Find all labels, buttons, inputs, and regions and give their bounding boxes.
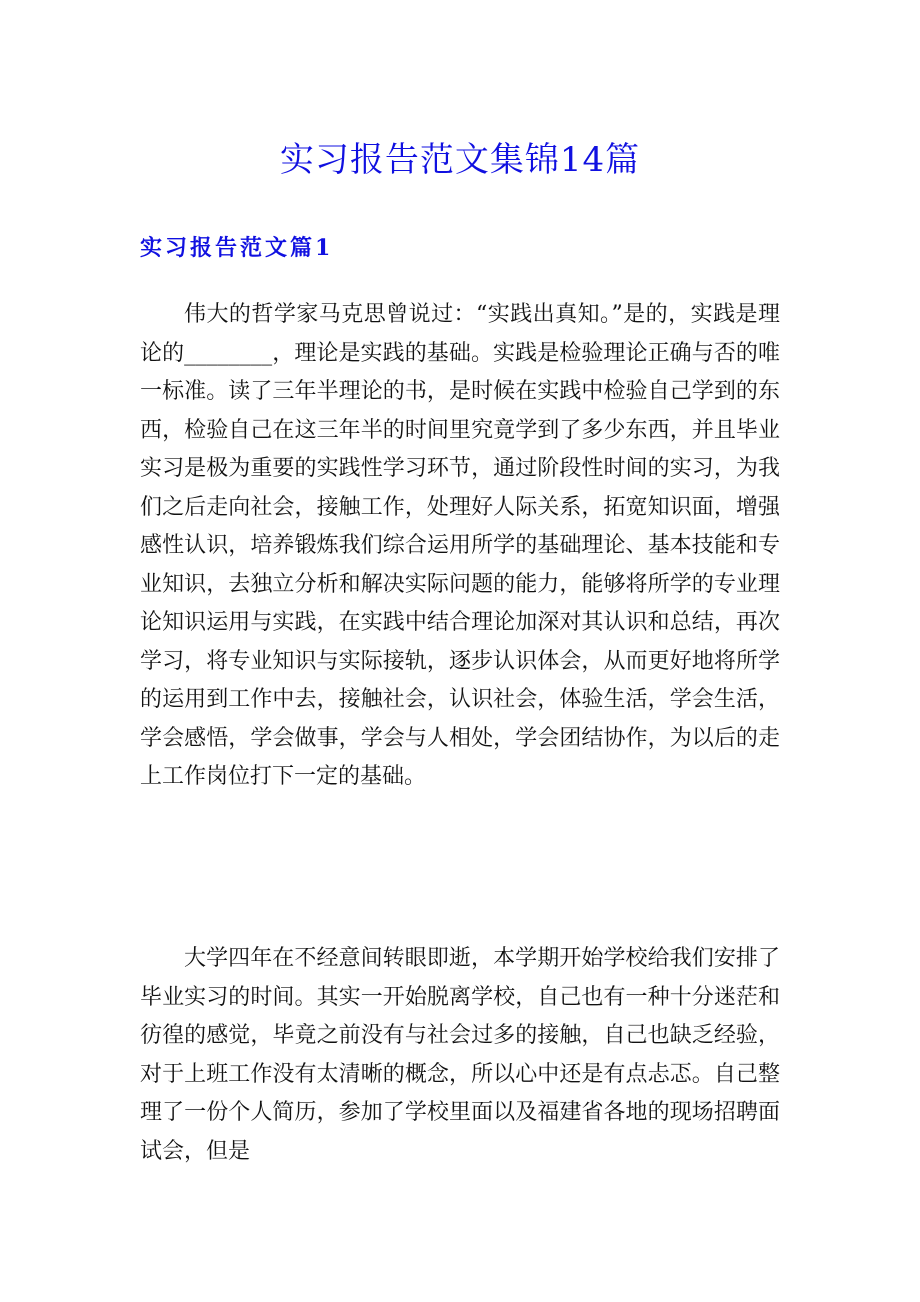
- body-paragraph: 伟大的哲学家马克思曾说过：“实践出真知。”是的，实践是理论的________，理论是实践的基础。实践是检验理论正确与否的唯一标准。读了三年半理论的书，是时候在实践中检验自己学到的东西，检验自己在这三年半的时间里究竟学到了多少东西，并且毕业实习是极为重要的实践性学习环节，通过阶段性时间的实习，为我们之后走向社会，接触工作，处理好人际关系，拓宽知识面，增强感性认识，培养锻炼我们综合运用所学的基础理论、基本技能和专业知识，去独立分析和解决实际问题的能力，能够将所学的专业理论知识运用与实践，在实践中结合理论加深对其认识和总结，再次学习，将专业知识与实际接轨，逐步认识体会，从而更好地将所学的运用到工作中去，接触社会，认识社会，体验生活，学会生活，学会感悟，学会做事，学会与人相处，学会团结协作，为以后的走上工作岗位打下一定的基础。: [140, 302, 780, 789]
- document-title: 实习报告范文集锦14篇: [279, 140, 641, 180]
- section-heading: 实习报告范文篇1: [140, 235, 334, 261]
- body-paragraph: 大学四年在不经意间转眼即逝，本学期开始学校给我们安排了毕业实习的时间。其实一开始脱离学校，自己也有一种十分迷茫和彷徨的感觉，毕竟之前没有与社会过多的接触，自己也缺乏经验，对于上班工作没有太清晰的概念，所以心中还是有点忐忑。自己整理了一份个人简历，参加了学校里面以及福建省各地的现场招聘面试会，但是: [140, 946, 780, 1164]
